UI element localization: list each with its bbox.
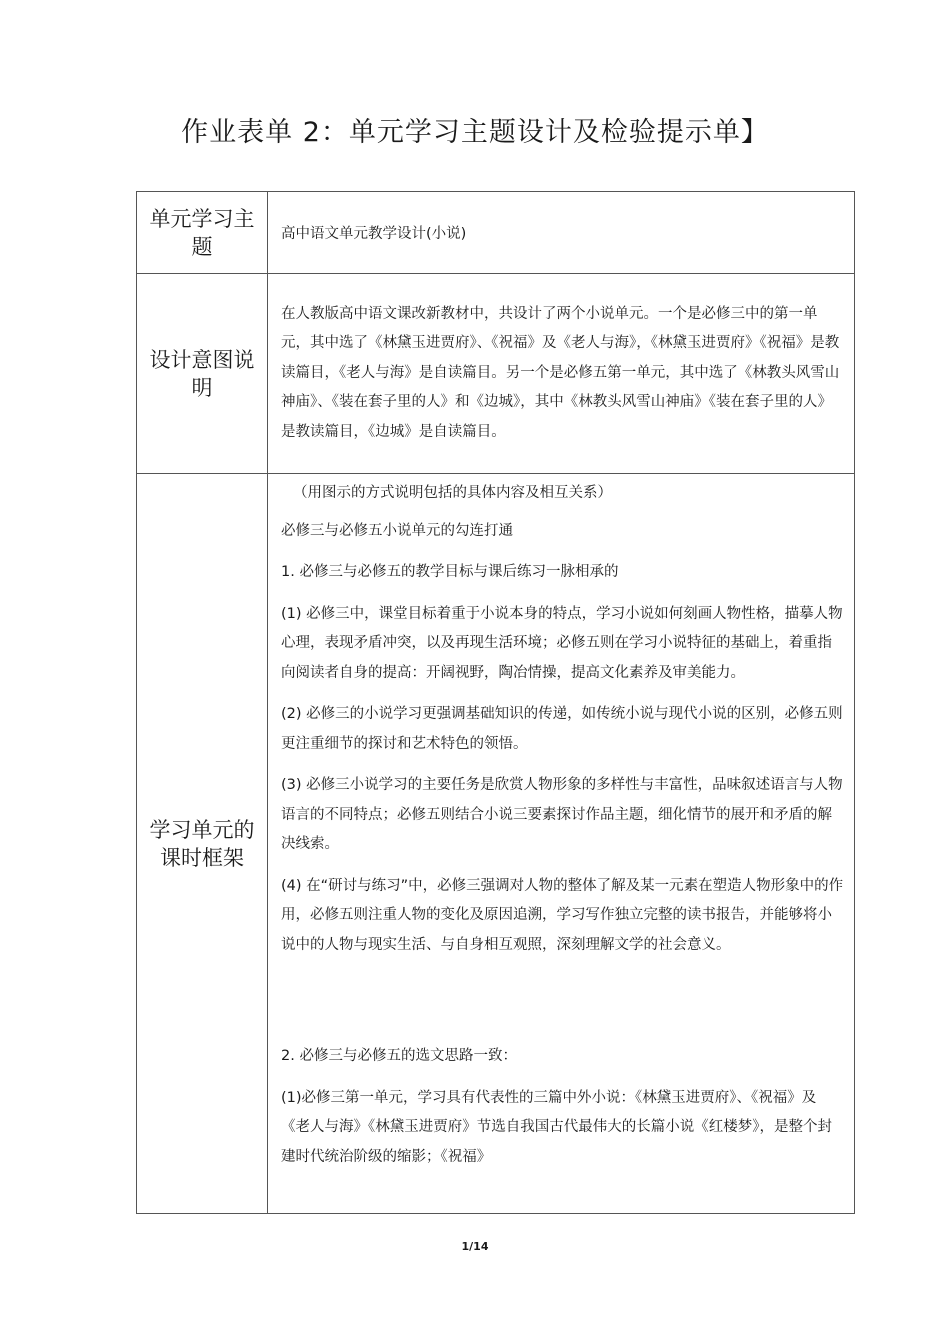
row-label: 学习单元的课时框架 (137, 474, 268, 1214)
row-value: 高中语文单元教学设计(小说) (268, 192, 855, 274)
point-paragraph: (4) 在“研讨与练习”中，必修三强调对人物的整体了解及某一元素在塑造人物形象中的作用，必修五则注重人物的变化及原因追溯，学习写作独立完整的读书报告，并能够将小说中的人物与现实生活、与自身相互观照，深刻理解文学的社会意义。 (281, 877, 844, 953)
worksheet-table (136, 191, 855, 1214)
blank-space (281, 972, 844, 1042)
table-row (137, 192, 855, 274)
section-heading: 必修三与必修五小说单元的勾连打通 (281, 522, 513, 539)
point-paragraph: (2) 必修三的小说学习更强调基础知识的传递，如传统小说与现代小说的区别，必修五则更注重细节的探讨和艺术特色的领悟。 (281, 706, 843, 752)
table-row (137, 474, 855, 1214)
row-value (268, 274, 855, 474)
point-heading: 2. 必修三与必修五的选文思路一致： (281, 1048, 517, 1064)
row-label: 设计意图说明 (137, 274, 268, 474)
point-paragraph: (1)必修三第一单元，学习具有代表性的三篇中外小说：《林黛玉进贾府》、《祝福》及《老人与海》《林黛玉进贾府》节选自我国古代最伟大的长篇小说《红楼梦》，是整个封建时代统治阶级的缩影；《祝福》 (281, 1089, 832, 1165)
page-title: 作业表单 2：单元学习主题设计及检验提示单】 (181, 117, 769, 148)
row-value (268, 474, 855, 1214)
page-number: 1/14 (461, 1240, 489, 1253)
instruction-note: （用图示的方式说明包括的具体内容及相互关系） (293, 485, 612, 501)
point-paragraph: (3) 必修三小说学习的主要任务是欣赏人物形象的多样性与丰富性，品味叙述语言与人物语言的不同特点；必修五则结合小说三要素探讨作品主题，细化情节的展开和矛盾的解决线索。 (281, 777, 843, 852)
design-intent-text: 在人教版高中语文课改新教材中，共设计了两个小说单元。一个是必修三中的第一单元，其中选了《林黛玉进贾府》、《祝福》及《老人与海》，《林黛玉进贾府》《祝福》是教读篇目，《老人与海》是自读篇目。另一个是必修五第一单元，其中选了《林教头风雪山神庙》、《装在套子里的人》和《边城》，其中《林教头风雪山神庙》《装在套子里的人》是教读篇目，《边城》是自读篇目。 (281, 305, 840, 440)
point-heading: 1. 必修三与必修五的教学目标与课后练习一脉相承的 (281, 564, 619, 580)
point-paragraph: (1) 必修三中，课堂目标着重于小说本身的特点，学习小说如何刻画人物性格，描摹人物心理，表现矛盾冲突，以及再现生活环境；必修五则在学习小说特征的基础上，着重指向阅读者自身的提高：开阔视野，陶冶情操，提高文化素养及审美能力。 (281, 605, 843, 681)
row-label: 单元学习主题 (137, 192, 268, 274)
table-row (137, 274, 855, 474)
